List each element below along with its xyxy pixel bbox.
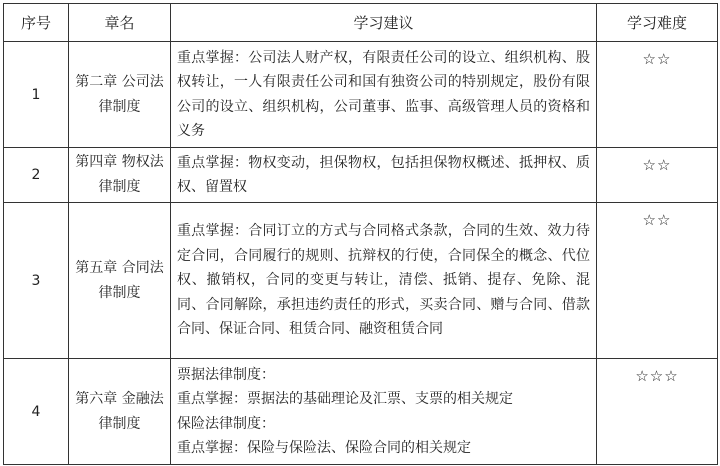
row-number: 4 (4, 359, 69, 465)
header-advice: 学习建议 (171, 4, 597, 42)
advice-line: 重点掌握：票据法的基础理论及汇票、支票的相关规定 (177, 391, 513, 407)
table-row (4, 203, 718, 359)
difficulty-stars: ☆☆ (597, 203, 718, 359)
chapter-name: 第五章 合同法律制度 (69, 203, 171, 359)
chapter-name: 第四章 物权法律制度 (69, 148, 171, 203)
study-advice: 重点掌握：物权变动，担保物权，包括担保物权概述、抵押权、质权、留置权 (171, 148, 597, 203)
header-difficulty: 学习难度 (597, 4, 718, 42)
row-number: 2 (4, 148, 69, 203)
difficulty-stars: ☆☆ (597, 42, 718, 148)
table-row (4, 148, 718, 203)
chapter-name: 第二章 公司法律制度 (69, 42, 171, 148)
row-number: 1 (4, 42, 69, 148)
header-chapter: 章名 (69, 4, 171, 42)
advice-line: 重点掌握：保险与保险法、保险合同的相关规定 (177, 440, 471, 456)
header-no: 序号 (4, 4, 69, 42)
study-plan-table (3, 3, 718, 465)
advice-line: 保险法律制度： (177, 415, 275, 432)
row-number: 3 (4, 203, 69, 359)
study-advice: 重点掌握：公司法人财产权，有限责任公司的设立、组织机构、股权转让，一人有限责任公司和国有独资公司的特别规定，股份有限公司的设立、组织机构，公司董事、监事、高级管理人员的资格和义务 (171, 42, 597, 148)
difficulty-stars: ☆☆ (597, 148, 718, 203)
header-row (4, 4, 718, 42)
study-advice: 重点掌握：合同订立的方式与合同格式条款，合同的生效、效力待定合同，合同履行的规则、抗辩权的行使，合同保全的概念、代位权、撤销权，合同的变更与转让，清偿、抵销、提存、免除、混同、合同解除，承担违约责任的形式，买卖合同、赠与合同、借款合同、保证合同、租赁合同、融资租赁合同 (171, 203, 597, 359)
advice-line: 票据法律制度： (177, 366, 275, 383)
table-row (4, 359, 718, 465)
study-advice (171, 359, 597, 465)
difficulty-stars: ☆☆☆ (597, 359, 718, 465)
table-row (4, 42, 718, 148)
chapter-name: 第六章 金融法律制度 (69, 359, 171, 465)
